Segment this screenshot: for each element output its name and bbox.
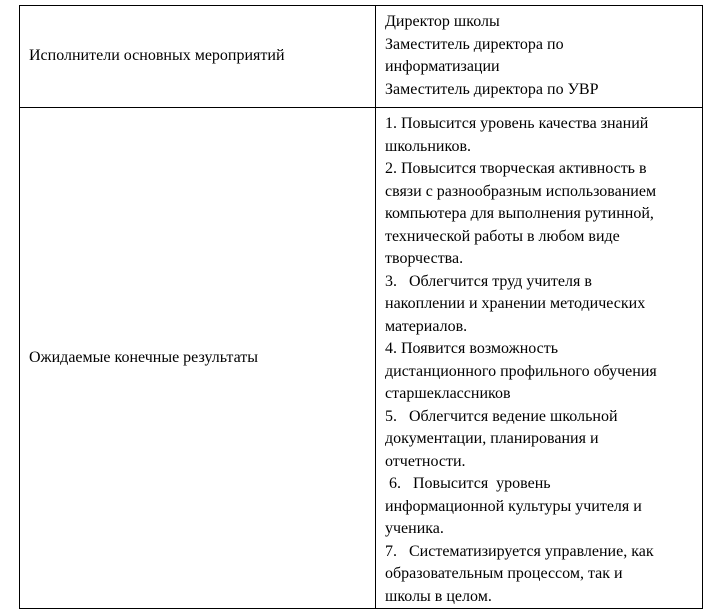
content-line: 7. Систематизируется управление, как [385, 542, 654, 560]
content-line: технической работы в любом виде [385, 227, 620, 245]
document-table [19, 5, 703, 609]
row-label-cell [20, 108, 376, 609]
content-line: 5. Облегчится ведение школьной [385, 407, 618, 425]
row-label-cell [20, 6, 376, 108]
content-line: 4. Появится возможность [385, 340, 559, 357]
content-line: творчества. [385, 250, 464, 267]
row-content-cell [376, 6, 703, 108]
content-line: материалов. [385, 317, 468, 335]
content-line: ученика. [385, 520, 444, 537]
content-line: отчетности. [385, 452, 466, 470]
content-line: школьников. [385, 137, 471, 155]
content-line: документации, планирования и [385, 430, 599, 447]
content-line: Заместитель директора по УВР [385, 80, 599, 98]
content-line: образовательным процессом, так и [385, 565, 623, 582]
content-line: информационной культуры учителя и [385, 497, 642, 515]
content-line: 2. Повысится творческая активность в [385, 160, 647, 177]
content-line: компьютера для выполнения рутинной, [385, 205, 654, 222]
content-line: 3. Облегчится труд учителя в [385, 272, 592, 290]
content-line: Директор школы [385, 13, 500, 30]
content-line: дистанционного профильного обучения [385, 362, 657, 380]
table-row [20, 6, 703, 108]
content-line: Заместитель директора по [385, 35, 564, 53]
content-line: 1. Повысится уровень качества знаний [385, 115, 649, 132]
table-row [20, 108, 703, 609]
content-line: информатизации [385, 58, 500, 75]
content-line: накоплении и хранении методических [385, 295, 646, 312]
content-line: старшеклассников [385, 385, 511, 402]
content-line: 6. Повысится уровень [385, 475, 551, 492]
content-line: школы в целом. [385, 587, 492, 605]
row-label: Исполнители основных мероприятий [29, 47, 285, 65]
row-label: Ожидаемые конечные результаты [29, 348, 259, 366]
row-content-cell [376, 108, 703, 609]
content-line: связи с разнообразным использованием [385, 182, 657, 200]
